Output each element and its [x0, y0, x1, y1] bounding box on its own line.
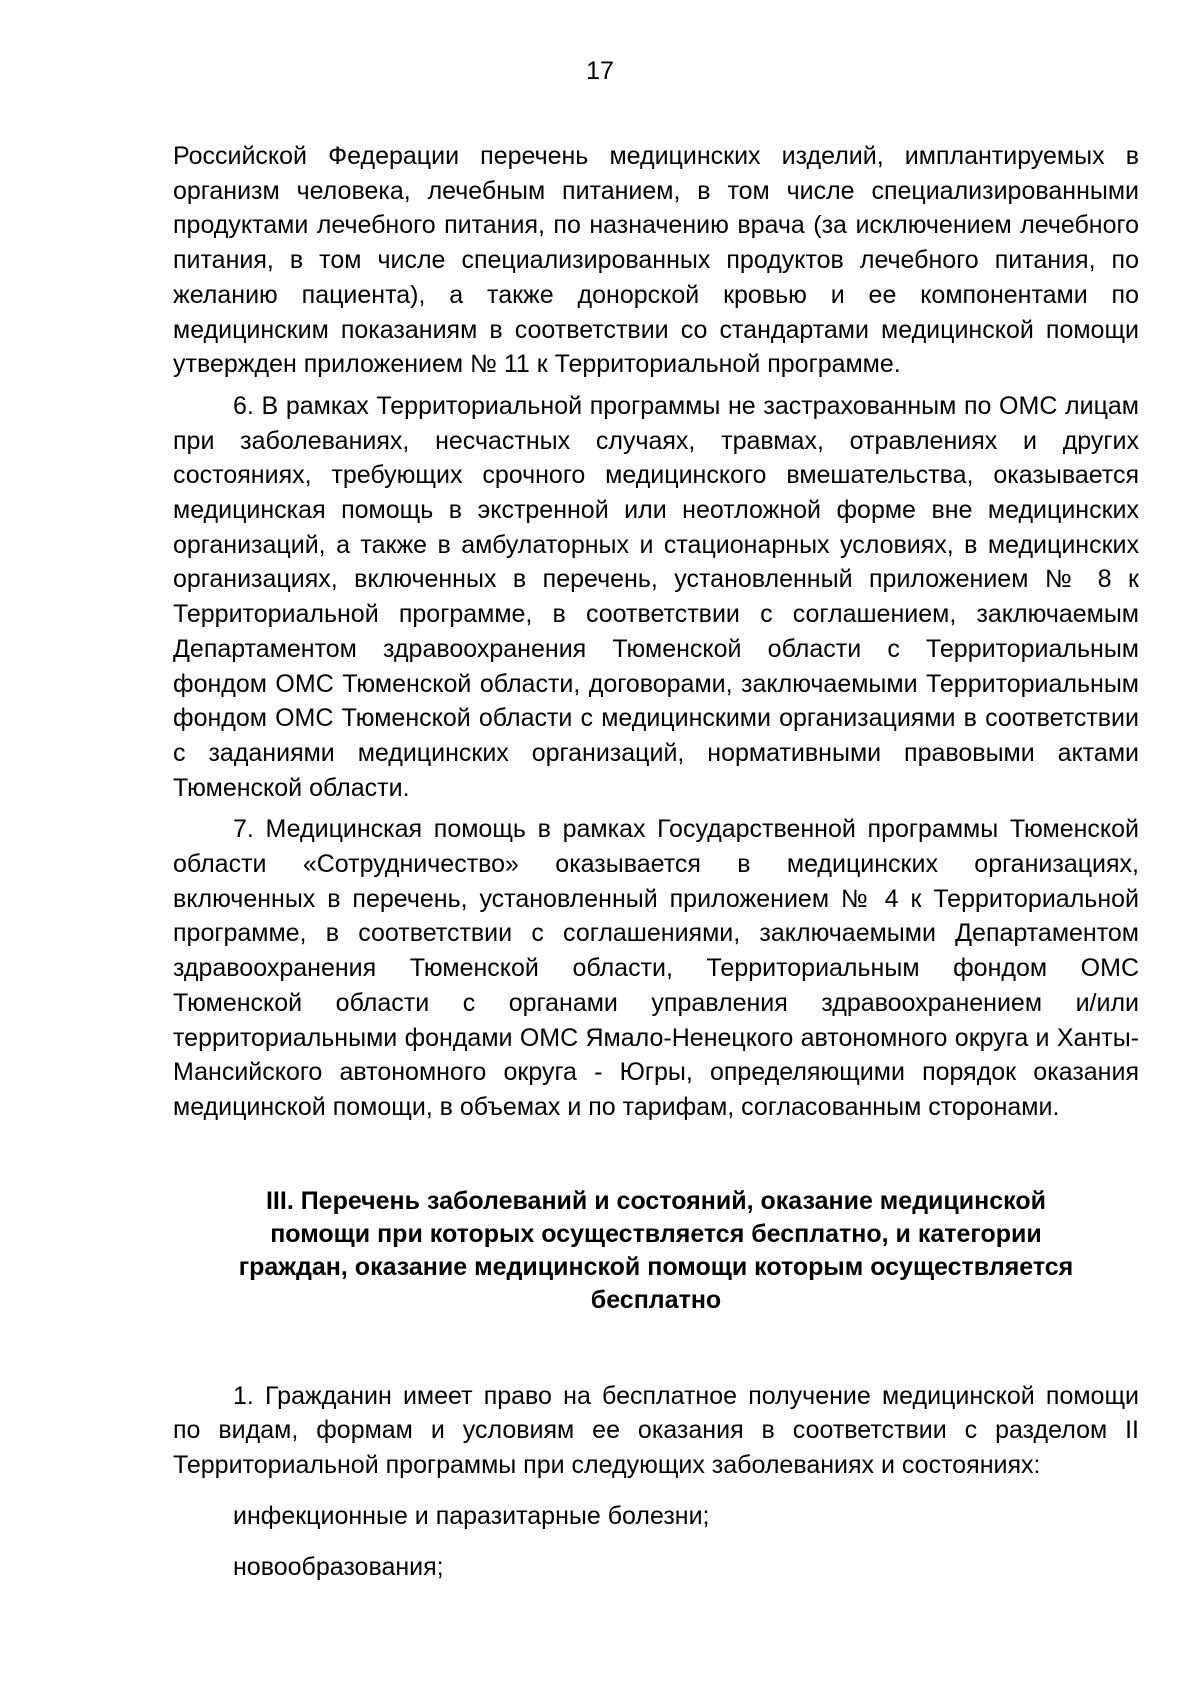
section-heading: III. Перечень заболеваний и состояний, оказание медицинской помощи при которых осуществляется бесплатно, и категории граждан, оказание медицинской помощи которым осуществляется бесплатно: [238, 1186, 1074, 1314]
paragraph-continuation: Российской Федерации перечень медицинских изделий, имплантируемых в организм человека, лечебным питанием, в том числе специализированными продуктами лечебного питания, по назначению врача (за исключением лечебного питания, в том числе специализированных продуктов лечебного питания, по желанию пациента), а также донорской кровью и ее компонентами по медицинским показаниям в соответствии со стандартами медицинской помощи утвержден приложением № 11 к Территориальной программе.: [173, 142, 1139, 379]
paragraph-item-6: 6. В рамках Территориальной программы не застрахованным по ОМС лицам при заболеваниях, несчастных случаях, травмах, отравлениях и других состояниях, требующих срочного медицинского вмешательства, оказывается медицинская помощь в экстренной или неотложной форме вне медицинских организаций, а также в амбулаторных и стационарных условиях, в медицинских организациях, включенных в перечень, установленный приложением № 8 к Территориальной программе, в соответствии с соглашением, заключаемым Департаментом здравоохранения Тюменской области с Территориальным фондом ОМС Тюменской области, договорами, заключаемыми Территориальным фондом ОМС Тюменской области с медицинскими организациями в соответствии с заданиями медицинских организаций, нормативными правовыми актами Тюменской области.: [173, 391, 1139, 802]
document-body: [173, 139, 1139, 1584]
section-paragraph-1: 1. Гражданин имеет право на бесплатное получение медицинской помощи по видам, формам и условиям ее оказания в соответствии с разделом II Территориальной программы при следующих заболеваниях и состояниях:: [173, 1381, 1139, 1480]
paragraph-item-7: 7. Медицинская помощь в рамках Государственной программы Тюменской области «Сотрудничество» оказывается в медицинских организациях, включенных в перечень, установленный приложением № 4 к Территориальной программе, в соответствии с соглашениями, заключаемыми Департаментом здравоохранения Тюменской области, Территориальным фондом ОМС Тюменской области с органами управления здравоохранением и/или территориальными фондами ОМС Ямало-Ненецкого автономного округа и Ханты-Мансийского автономного округа - Югры, определяющими порядок оказания медицинской помощи, в объемах и по тарифам, согласованным сторонами.: [173, 815, 1139, 1121]
list-item: инфекционные и паразитарные болезни;: [233, 1501, 710, 1530]
page-number: 17: [586, 57, 614, 85]
list-item: новообразования;: [233, 1552, 444, 1581]
